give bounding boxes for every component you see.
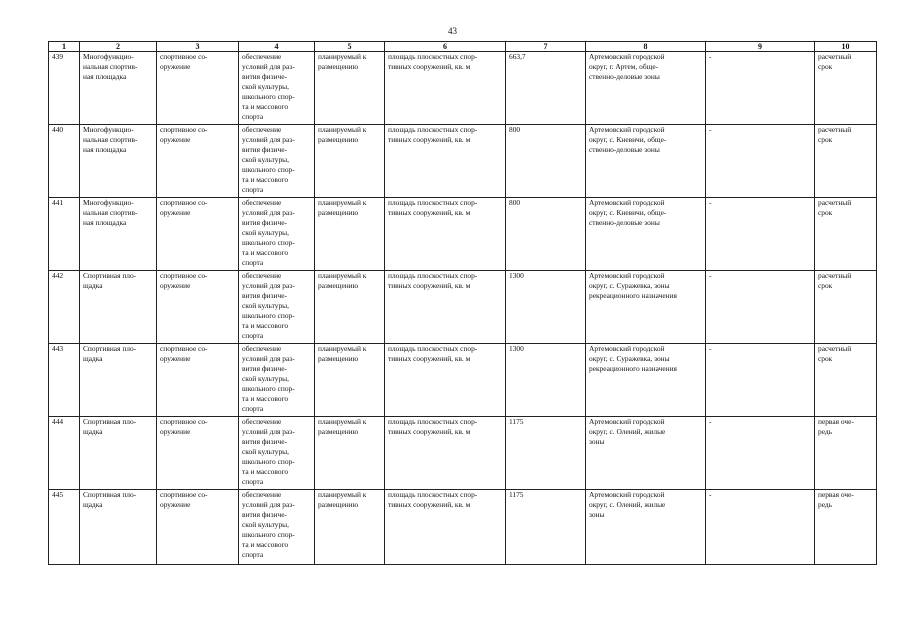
cell-object-type: спортивное со- оружение — [157, 417, 239, 490]
cell-zone-limits: - — [706, 344, 815, 417]
cell-object-name: Многофункцио- нальная спортив- ная площадка — [80, 198, 157, 271]
table-row — [49, 198, 877, 271]
cell-value: 1300 — [506, 344, 586, 417]
cell-zone-limits: - — [706, 490, 815, 565]
cell-object-type: спортивное со- оружение — [157, 125, 239, 198]
table-row — [49, 271, 877, 344]
table-row — [49, 417, 877, 490]
cell-row-number: 445 — [49, 490, 80, 565]
cell-status: планируемый к размещению — [315, 271, 385, 344]
cell-term: расчетный срок — [815, 271, 877, 344]
cell-purpose: обеспечение условий для раз- вития физиче- ской культуры, школьного спор- та и массового спорта — [239, 125, 315, 198]
cell-characteristic: площадь плоскостных спор- тивных сооружений, кв. м — [385, 271, 506, 344]
cell-location: Артемовский городской округ, г. Артем, обще- ственно-деловые зоны — [586, 52, 706, 125]
cell-value: 800 — [506, 125, 586, 198]
table-body — [49, 52, 877, 565]
cell-zone-limits: - — [706, 417, 815, 490]
cell-zone-limits: - — [706, 52, 815, 125]
cell-row-number: 442 — [49, 271, 80, 344]
cell-characteristic: площадь плоскостных спор- тивных сооружений, кв. м — [385, 344, 506, 417]
cell-term: первая оче- редь — [815, 417, 877, 490]
column-header-6: 6 — [385, 42, 506, 52]
cell-status: планируемый к размещению — [315, 417, 385, 490]
table-row — [49, 125, 877, 198]
cell-value: 1300 — [506, 271, 586, 344]
cell-status: планируемый к размещению — [315, 125, 385, 198]
cell-purpose: обеспечение условий для раз- вития физиче- ской культуры, школьного спор- та и массового спорта — [239, 490, 315, 565]
table-row — [49, 52, 877, 125]
cell-object-type: спортивное со- оружение — [157, 344, 239, 417]
cell-term: первая оче- редь — [815, 490, 877, 565]
cell-object-name: Спортивная пло- щадка — [80, 490, 157, 565]
table-row — [49, 490, 877, 565]
cell-value: 1175 — [506, 417, 586, 490]
cell-location: Артемовский городской округ, с. Суражевка, зоны рекреационного назначения — [586, 271, 706, 344]
cell-row-number: 443 — [49, 344, 80, 417]
objects-table — [48, 41, 877, 565]
cell-row-number: 439 — [49, 52, 80, 125]
cell-row-number: 444 — [49, 417, 80, 490]
cell-object-name: Многофункцио- нальная спортив- ная площадка — [80, 52, 157, 125]
cell-term: расчетный срок — [815, 198, 877, 271]
column-header-5: 5 — [315, 42, 385, 52]
cell-status: планируемый к размещению — [315, 198, 385, 271]
header-row — [49, 42, 877, 52]
cell-object-type: спортивное со- оружение — [157, 271, 239, 344]
cell-term: расчетный срок — [815, 344, 877, 417]
cell-characteristic: площадь плоскостных спор- тивных сооружений, кв. м — [385, 198, 506, 271]
column-header-2: 2 — [80, 42, 157, 52]
cell-term: расчетный срок — [815, 125, 877, 198]
cell-object-type: спортивное со- оружение — [157, 198, 239, 271]
cell-location: Артемовский городской округ, с. Кневичи, обще- ственно-деловые зоны — [586, 125, 706, 198]
cell-object-name: Спортивная пло- щадка — [80, 271, 157, 344]
cell-status: планируемый к размещению — [315, 490, 385, 565]
cell-purpose: обеспечение условий для раз- вития физиче- ской культуры, школьного спор- та и массового спорта — [239, 52, 315, 125]
cell-object-name: Спортивная пло- щадка — [80, 417, 157, 490]
column-header-4: 4 — [239, 42, 315, 52]
cell-location: Артемовский городской округ, с. Суражевка, зоны рекреационного назначения — [586, 344, 706, 417]
page-number: 43 — [448, 26, 457, 36]
cell-value: 1175 — [506, 490, 586, 565]
cell-row-number: 441 — [49, 198, 80, 271]
cell-zone-limits: - — [706, 198, 815, 271]
cell-term: расчетный срок — [815, 52, 877, 125]
cell-purpose: обеспечение условий для раз- вития физиче- ской культуры, школьного спор- та и массового спорта — [239, 271, 315, 344]
cell-purpose: обеспечение условий для раз- вития физиче- ской культуры, школьного спор- та и массового спорта — [239, 198, 315, 271]
cell-characteristic: площадь плоскостных спор- тивных сооружений, кв. м — [385, 52, 506, 125]
cell-zone-limits: - — [706, 125, 815, 198]
cell-object-name: Многофункцио- нальная спортив- ная площадка — [80, 125, 157, 198]
cell-location: Артемовский городской округ, с. Олений, жилые зоны — [586, 490, 706, 565]
column-header-7: 7 — [506, 42, 586, 52]
cell-value: 663,7 — [506, 52, 586, 125]
column-header-3: 3 — [157, 42, 239, 52]
cell-status: планируемый к размещению — [315, 344, 385, 417]
cell-characteristic: площадь плоскостных спор- тивных сооружений, кв. м — [385, 490, 506, 565]
column-header-9: 9 — [706, 42, 815, 52]
cell-purpose: обеспечение условий для раз- вития физиче- ской культуры, школьного спор- та и массового спорта — [239, 344, 315, 417]
cell-characteristic: площадь плоскостных спор- тивных сооружений, кв. м — [385, 125, 506, 198]
cell-location: Артемовский городской округ, с. Кневичи, обще- ственно-деловые зоны — [586, 198, 706, 271]
cell-characteristic: площадь плоскостных спор- тивных сооружений, кв. м — [385, 417, 506, 490]
column-header-1: 1 — [49, 42, 80, 52]
column-header-10: 10 — [815, 42, 877, 52]
cell-zone-limits: - — [706, 271, 815, 344]
cell-status: планируемый к размещению — [315, 52, 385, 125]
cell-object-type: спортивное со- оружение — [157, 490, 239, 565]
cell-row-number: 440 — [49, 125, 80, 198]
cell-value: 800 — [506, 198, 586, 271]
cell-location: Артемовский городской округ, с. Олений, жилые зоны — [586, 417, 706, 490]
cell-purpose: обеспечение условий для раз- вития физиче- ской культуры, школьного спор- та и массового спорта — [239, 417, 315, 490]
cell-object-type: спортивное со- оружение — [157, 52, 239, 125]
table-row — [49, 344, 877, 417]
column-header-8: 8 — [586, 42, 706, 52]
cell-object-name: Спортивная пло- щадка — [80, 344, 157, 417]
